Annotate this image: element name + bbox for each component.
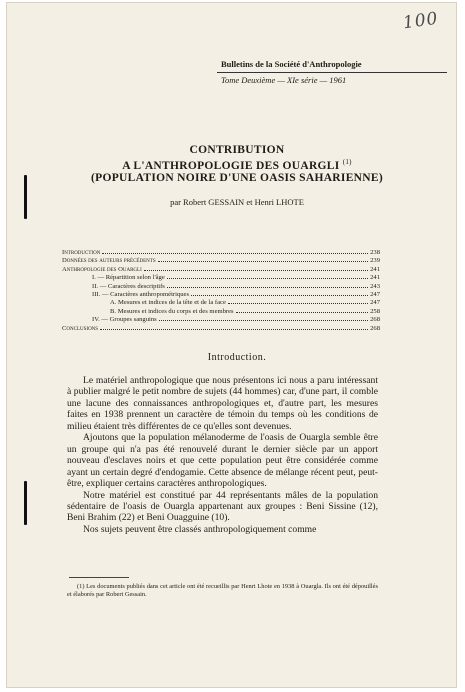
toc-row xyxy=(62,274,380,282)
toc-label: Anthropologie des Ouargli xyxy=(62,265,142,273)
toc-page: 241 xyxy=(370,274,380,282)
toc-row xyxy=(62,257,380,265)
toc-row xyxy=(62,325,380,333)
toc-row xyxy=(62,316,380,324)
binding-mark xyxy=(24,481,27,525)
journal-issue: Tome Deuxième — XIe série — 1961 xyxy=(221,75,347,85)
toc-label: Données des auteurs précédents xyxy=(62,257,156,265)
toc-leader xyxy=(167,278,368,279)
toc-page: 268 xyxy=(370,316,380,324)
toc-label: IV. — Groupes sanguins xyxy=(92,316,157,324)
journal-title: Bulletins de la Société d'Anthropologie xyxy=(221,59,362,69)
journal-header xyxy=(217,59,447,85)
toc-page: 238 xyxy=(370,249,380,256)
toc-leader xyxy=(102,253,368,254)
toc-page: 268 xyxy=(370,324,380,332)
toc-label: A. Mesures et indices de la tête et de la face xyxy=(110,299,226,307)
toc-page: 247 xyxy=(370,291,380,299)
toc-leader xyxy=(144,270,368,271)
journal-rule xyxy=(217,72,447,73)
article-title-line-1: CONTRIBUTION xyxy=(189,144,285,156)
toc-row xyxy=(62,249,380,257)
document-page xyxy=(6,2,457,688)
handwritten-annotation: 100 xyxy=(401,8,440,34)
toc-page: 258 xyxy=(370,307,380,315)
paragraph: Ajoutons que la population mélanoderme de l'oasis de Ouargla semble être un groupe qui n'a pas été renouvelé durant le dernier siècle par un apport nouveau d'esclaves noirs et que cette population peut être considérée comme ayant un certain degré d'endogamie. Cette absence de mélange récent peut, peut-être, expliquer certains caractères anthropologiques. xyxy=(67,432,378,490)
toc-page: 243 xyxy=(370,282,380,290)
toc-leader xyxy=(228,303,368,304)
toc-leader xyxy=(167,287,368,288)
title-footnote-mark: (1) xyxy=(342,158,352,166)
toc-leader xyxy=(158,261,369,262)
toc-label: I. — Répartition selon l'âge xyxy=(92,274,165,282)
paragraph: Notre matériel est constitué par 44 représentants mâles de la population sédentaire de l'oasis de Ouargla appartenant aux groupes : Beni Sissine (12), Beni Brahim (22) et Beni Ouagguine (10). xyxy=(67,489,378,524)
toc-label: II. — Caractères descriptifs xyxy=(92,282,165,290)
toc-row xyxy=(62,291,380,299)
toc-label: Conclusions xyxy=(62,324,99,332)
toc-leader xyxy=(191,295,368,296)
toc-leader xyxy=(159,320,368,321)
toc-row xyxy=(62,308,380,316)
footnote-rule xyxy=(69,577,129,578)
toc-row xyxy=(62,283,380,291)
toc-page: 239 xyxy=(370,257,380,265)
table-of-contents xyxy=(62,249,380,333)
article-title-line-3: (POPULATION NOIRE D'UNE OASIS SAHARIENNE) xyxy=(91,172,383,184)
paragraph: Nos sujets peuvent être classés anthropologiquement comme xyxy=(83,523,317,535)
toc-row xyxy=(62,266,380,274)
binding-mark xyxy=(24,175,27,219)
section-heading: Introduction. xyxy=(207,352,267,363)
toc-leader xyxy=(100,329,368,330)
footnote: (1) Les documents publiés dans cet article ont été recueillis par Henri Lhote en 1938 à Ouargla. Ils ont été dépouillés et élaborés par Robert Gessain. xyxy=(67,583,378,598)
toc-label: III. — Caractères anthropométriques xyxy=(92,291,190,299)
toc-leader xyxy=(236,312,369,313)
toc-page: 241 xyxy=(370,265,380,273)
toc-label: B. Mesures et indices du corps et des membres xyxy=(110,307,234,315)
authors-line: par Robert GESSAIN et Henri LHOTE xyxy=(170,197,304,207)
article-title-line-2-text: A L'ANTHROPOLOGIE DES OUARGLI xyxy=(122,159,340,172)
article-title-line-2 xyxy=(37,158,437,172)
toc-label: Introduction xyxy=(62,249,101,256)
toc-row xyxy=(62,299,380,307)
paragraph: Le matériel anthropologique que nous présentons ici nous a paru intéressant à publier malgré le petit nombre de sujets (44 hommes) car, d'une part, il comble une lacune des connaissances anthropologiques et, d'autre part, les mesures faites en 1938 prennent un caractère de témoin du temps où les conditions de milieu étaient très différentes de ce qu'elles sont devenues. xyxy=(67,375,378,432)
body-text xyxy=(67,375,378,535)
toc-page: 247 xyxy=(370,299,380,307)
